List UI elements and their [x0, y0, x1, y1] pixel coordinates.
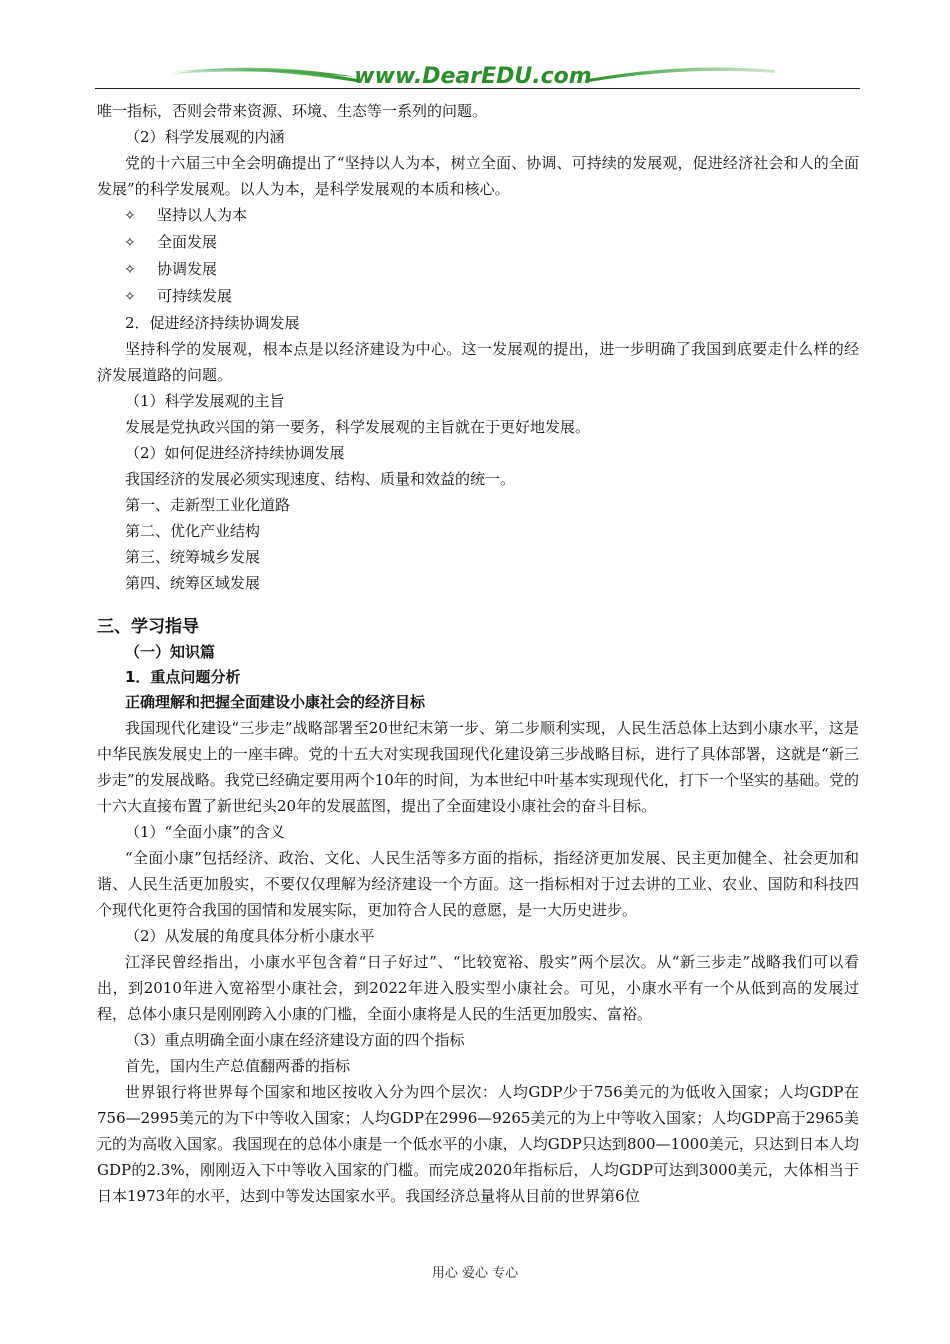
paragraph: 世界银行将世界每个国家和地区按收入分为四个层次：人均GDP少于756美元的为低收入国家；人均GDP在 756—2995美元的为下中等收入国家；人均GDP在2996—9265美元的为上中等收入国家；人均GDP高于2965美元的为高收入国家。我国现在的总体小康是一个低水平的小康，人均GDP只达到800—1000美元，只达到日本人均GDP的2.3%，刚刚迈入下中等收入国家的门槛。而完成2020年指标后，人均GDP可达到3000美元，大体相当于日本1973年的水平，达到中等发达国家水平。我国经济总量将从目前的世界第6位 — [97, 1083, 859, 1205]
paragraph: 坚持科学的发展观，根本点是以经济建设为中心。这一发展观的提出，进一步明确了我国到底要走什么样的经济发展道路的问题。 — [97, 340, 859, 384]
list-line: 第三、统筹城乡发展 — [125, 548, 261, 566]
right-swoosh — [588, 67, 775, 82]
paragraph: 唯一指标，否则会带来资源、环境、生态等一系列的问题。 — [97, 102, 488, 120]
header-banner — [95, 52, 860, 92]
bullet-item: ✧ 协调发展 — [97, 256, 859, 283]
paragraph: 首先，国内生产总值翻两番的指标 — [125, 1057, 351, 1075]
page-footer: 用心 爱心 专心 — [431, 1266, 519, 1281]
list-line: 第二、优化产业结构 — [125, 522, 261, 540]
section-subtitle: 正确理解和把握全面建设小康社会的经济目标 — [125, 693, 426, 711]
diamond-bullet-icon: ✧ — [124, 235, 136, 251]
paragraph: 我国现代化建设“三步走”战略部署至20世纪末第一步、第二步顺利实现，人民生活总体上达到小康水平，这是中华民族发展史上的一座丰碑。党的十五大对实现我国现代化建设第三步战略目标，进行了具体部署，这就是“新三步走”的发展战略。我党已经确定要用两个10年的时间，为本世纪中叶基本实现现代化，打下一个坚实的基础。党的十六大直接布置了新世纪头20年的发展蓝图，提出了全面建设小康社会的奋斗目标。 — [97, 719, 859, 815]
list-line: 第一、走新型工业化道路 — [125, 496, 291, 514]
paragraph: 发展是党执政兴国的第一要务，科学发展观的主旨就在于更好地发展。 — [125, 418, 591, 436]
diamond-bullet-icon: ✧ — [124, 208, 136, 224]
bullet-item: ✧ 可持续发展 — [97, 283, 859, 310]
paragraph: “全面小康”包括经济、政治、文化、人民生活等多方面的指标，指经济更加发展、民主更加健全、社会更加和谐、人民生活更加殷实，不要仅仅理解为经济建设一个方面。这一指标相对于过去讲的工业、农业、国防和科技四个现代化更符合我国的国情和发展实际，更加符合人民的意愿，是一大历史进步。 — [97, 849, 859, 919]
list-line: 第四、统筹区域发展 — [125, 574, 261, 592]
document-body — [97, 98, 859, 1209]
paragraph: 我国经济的发展必须实现速度、结构、质量和效益的统一。 — [125, 470, 516, 488]
diamond-bullet-icon: ✧ — [124, 262, 136, 278]
subheading: （1）科学发展观的主旨 — [125, 392, 285, 410]
subheading: （2）从发展的角度具体分析小康水平 — [125, 927, 375, 945]
subheading: （2）科学发展观的内涵 — [125, 128, 285, 146]
section-subtitle: 1．重点问题分析 — [125, 668, 241, 686]
paragraph: 党的十六届三中全会明确提出了“坚持以人为本，树立全面、协调、可持续的发展观，促进经济社会和人的全面发展”的科学发展观。以人为本，是科学发展观的本质和核心。 — [97, 154, 859, 198]
banner-graphic — [95, 52, 860, 92]
bullet-item: ✧ 坚持以人为本 — [97, 202, 859, 229]
subheading: 2．促进经济持续协调发展 — [125, 314, 300, 332]
bullet-item: ✧ 全面发展 — [97, 229, 859, 256]
paragraph: 江泽民曾经指出，小康水平包含着“日子好过”、“比较宽裕、殷实”两个层次。从“新三步走”战略我们可以看出，到2010年进入宽裕型小康社会，到2022年进入股实型小康社会。可见，小康水平有一个从低到高的发展过程，总体小康只是刚刚跨入小康的门槛，全面小康将是人民的生活更加殷实、富裕。 — [97, 953, 859, 1023]
site-logo-text: www.DearEDU.com — [354, 64, 592, 89]
subheading: （2）如何促进经济持续协调发展 — [125, 444, 345, 462]
header-rule — [95, 88, 860, 89]
diamond-bullet-icon: ✧ — [124, 289, 136, 305]
section-title: 三、学习指导 — [97, 617, 199, 637]
section-subtitle: （一）知识篇 — [125, 643, 216, 661]
subheading: （3）重点明确全面小康在经济建设方面的四个指标 — [125, 1031, 465, 1049]
subheading: （1）“全面小康”的含义 — [125, 823, 285, 841]
